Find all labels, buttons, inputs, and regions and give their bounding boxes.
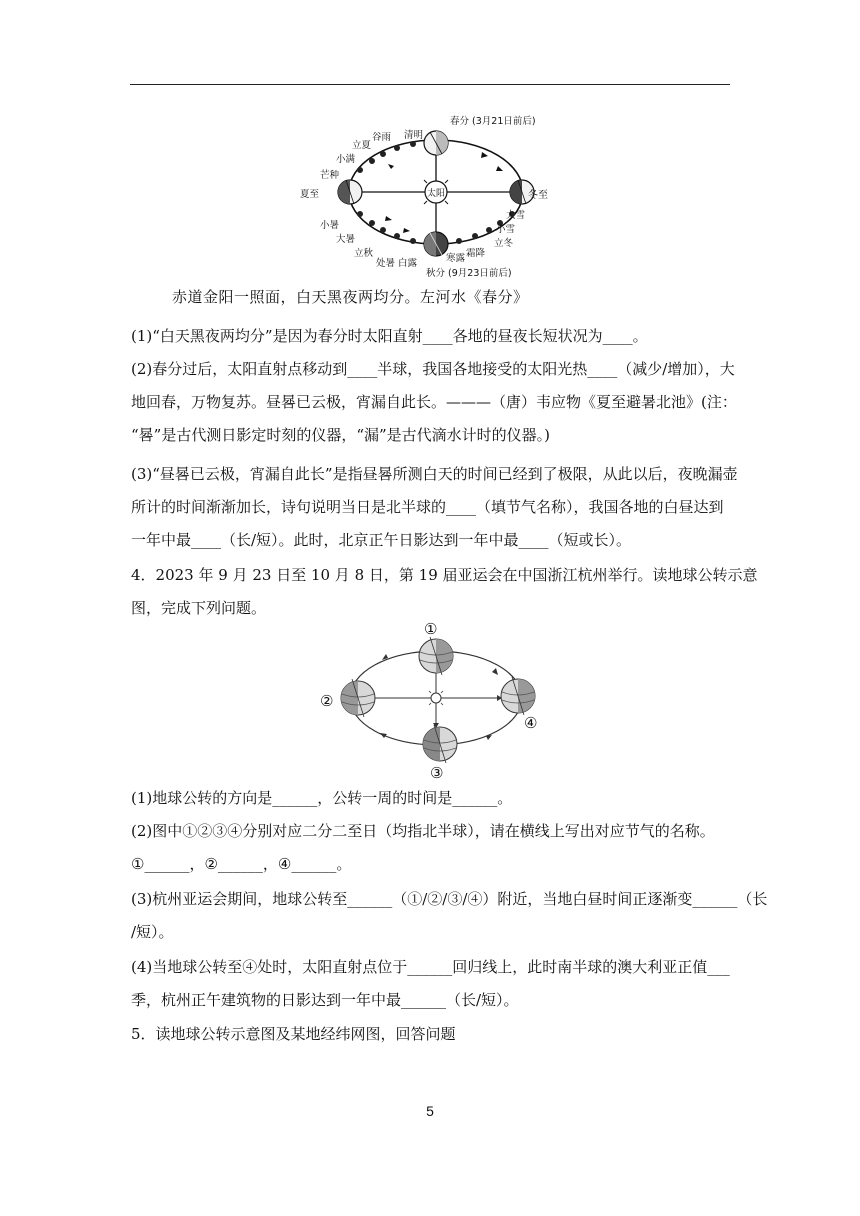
question-4-4-line1: (4)当地球公转至④处时，太阳直射点位于______回归线上，此时南半球的澳大利亚正值___ [131,958,730,976]
sun-icon-2 [426,688,446,708]
page-number: 5 [426,1103,434,1119]
label-mangzhong: 芒种 [320,170,340,181]
question-4-intro-line2: 图，完成下列问题。 [131,599,267,617]
earth-position-3 [423,725,457,763]
label-dashu: 大暑 [336,234,356,245]
question-3-3-line3: 一年中最____（长/短）。此时，北京正午日影达到一年中最____（短或长）。 [131,531,632,549]
label-xiazhi: 夏至 [300,189,320,200]
question-3-2-note: “晷”是古代测日影定时刻的仪器，“漏”是古代滴水计时的仪器。) [131,426,551,444]
earth-xiazhi [338,180,362,204]
label-position-2: ② [320,692,334,710]
question-4-2-line1: (2)图中①②③④分别对应二分二至日（均指北半球），请在横线上写出对应节气的名称。 [131,822,715,840]
label-daxue: 大雪 [506,210,526,221]
dongzhi-label-svg [528,186,558,202]
question-3-1: (1)“白天黑夜两均分”是因为春分时太阳直射____各地的昼夜长短状况为____。 [131,327,648,345]
label-bailu: 白露 [398,258,418,269]
label-hanlu: 寒露 [446,253,466,264]
question-3-2-line2: 地回春，万物复苏。昼晷已云极，宵漏自此长。———（唐）韦应物《夏至避暑北池》(注： [131,393,737,411]
label-guyu: 谷雨 [372,132,392,143]
poem-caption: 赤道金阳一照面，白天黑夜两均分。左河水《春分》 [172,288,529,306]
label-position-1: ① [424,620,438,638]
label-lidong: 立冬 [494,238,514,249]
label-lixia: 立夏 [352,140,372,151]
label-liqiu: 立秋 [354,248,374,259]
earth-qiufen [424,232,448,256]
label-xiaoxue: 小雪 [496,224,516,235]
earth-chunfen [424,131,448,155]
label-shuangjiang: 霜降 [466,248,486,259]
label-chushu: 处暑 [376,258,396,269]
sun-label: 太阳 [426,189,446,199]
question-4-3-line1: (3)杭州亚运会期间，地球公转至______（①/②/③/④）附近，当地白昼时间正逐渐变______（长 [131,890,768,908]
question-5-intro: 5．读地球公转示意图及某地经纬网图，回答问题 [131,1025,456,1043]
question-4-4-line2: 季，杭州正午建筑物的日影达到一年中最______（长/短）。 [131,991,519,1009]
label-xiaoshu: 小暑 [320,220,340,231]
earth-revolution-figure [300,620,560,782]
header-rule [130,84,730,85]
solar-terms-orbit-figure [286,108,536,286]
earth-position-2 [341,679,375,717]
question-4-3-line2: /短）。 [131,923,174,941]
question-3-3-line1: (3)“昼晷已云极，宵漏自此长”是指昼晷所测白天的时间已经到了极限，从此以后，夜晚漏壶 [131,465,738,483]
earth-position-1 [419,637,453,675]
question-4-2-line2: ①______，②______，④______。 [131,855,352,873]
question-3-3-line2: 所计的时间渐渐加长，诗句说明当日是北半球的____（填节气名称），我国各地的白昼达到 [131,498,724,516]
label-position-4: ④ [524,714,538,732]
label-qiufen: 秋分 (9月23日前后) [426,268,512,279]
label-chunfen: 春分 (3月21日前后) [450,116,536,127]
label-xiaoman: 小满 [336,154,356,165]
label-position-3: ③ [430,764,444,782]
question-4-intro-line1: 4．2023 年 9 月 23 日至 10 月 8 日，第 19 届亚运会在中国浙江杭州举行。读地球公转示意 [131,566,758,584]
label-qingming: 清明 [404,130,424,141]
question-3-2-line1: (2)春分过后，太阳直射点移动到____半球，我国各地接受的太阳光热____（减少/增加），大 [131,360,735,378]
earth-position-4 [501,677,535,715]
label-dongzhi: 冬至 [528,190,548,201]
question-4-1: (1)地球公转的方向是______，公转一周的时间是______。 [131,789,513,807]
